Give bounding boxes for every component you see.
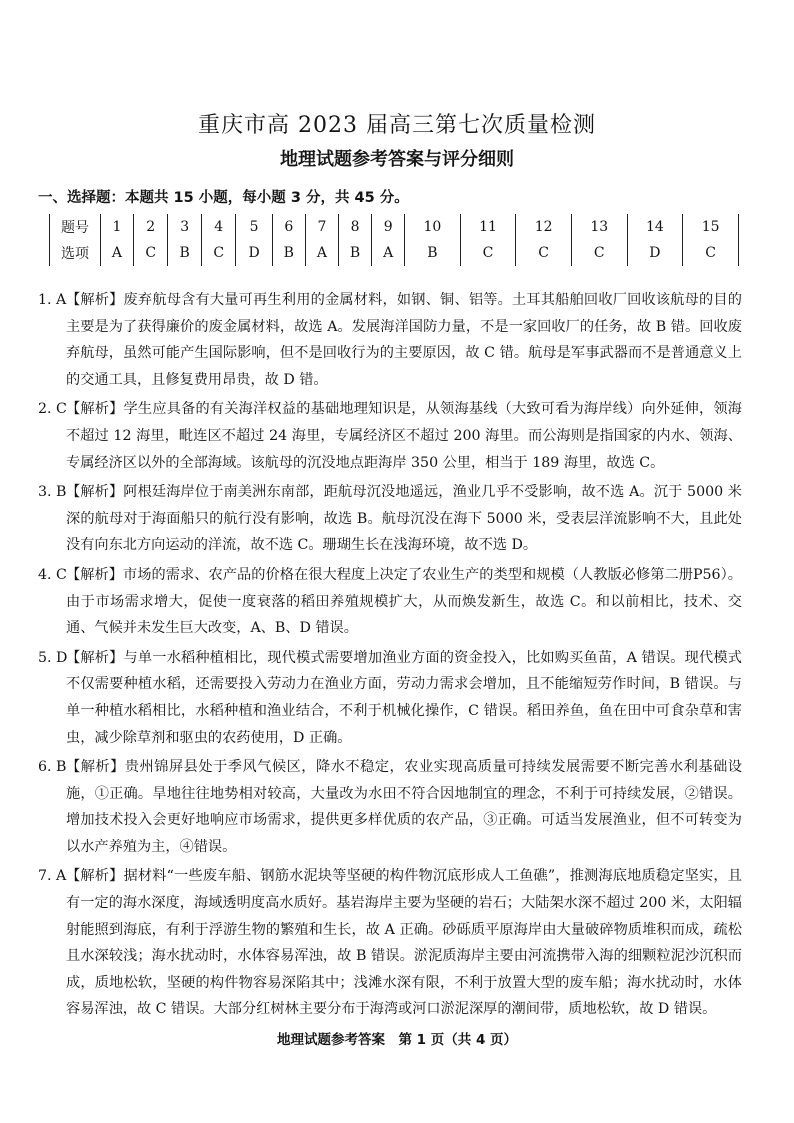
question-number-cell: 13 bbox=[571, 214, 627, 240]
item-number: 3. B bbox=[38, 484, 67, 501]
question-number-cell: 8 bbox=[338, 214, 371, 240]
question-number-cell: 15 bbox=[683, 214, 739, 240]
page-footer: 地理试题参考答案 第 1 页（共 4 页） bbox=[276, 1032, 518, 1048]
item-text: 【解析】阿根廷海岸位于南美洲东南部，距航母沉没地遥远，渔业几乎不受影响，故不选 A。沉于 5000 米深的航母对于海面船只的航行没有影响，故选 B。航母沉没在海下 5000 米，受表层洋流影响不大，且此处没有向东北方向运动的洋流，故不选 C。珊瑚生长在浅海环境，故不选 D。 bbox=[66, 484, 742, 554]
question-number-cell: 2 bbox=[133, 214, 168, 240]
document-title: 重庆市高 2023 届高三第七次质量检测 bbox=[198, 113, 596, 138]
answer-option-cell: D bbox=[236, 240, 272, 266]
item-text: 【解析】废弃航母含有大量可再生利用的金属材料，如钢、铜、铝等。土耳其船舶回收厂回收该航母的目的主要是为了获得廉价的废金属材料，故选 A。发展海洋国防力量，不是一家回收厂的任务，故 B 错。回收废弃航母，虽然可能产生国际影响，但不是回收行为的主要原因，故 C 错。航母是军事武器而不是普通意义上的交通工具，且修复费用昂贵，故 D 错。 bbox=[66, 292, 742, 388]
answer-option-cell: C bbox=[460, 240, 516, 266]
question-number-cell: 4 bbox=[201, 214, 236, 240]
answer-option-cell: C bbox=[201, 240, 236, 266]
answer-option-cell: A bbox=[306, 240, 339, 266]
answer-option-cell: B bbox=[338, 240, 371, 266]
question-number-cell: 3 bbox=[168, 214, 201, 240]
item-number: 2. C bbox=[38, 401, 67, 418]
explanation-item bbox=[38, 396, 742, 476]
document-subtitle: 地理试题参考答案与评分细则 bbox=[280, 149, 514, 170]
explanation-item bbox=[38, 863, 742, 1023]
question-number-cell: 1 bbox=[101, 214, 134, 240]
explanation-item bbox=[38, 479, 742, 559]
question-number-cell: 7 bbox=[306, 214, 339, 240]
section-heading: 一、选择题：本题共 15 小题，每小题 3 分，共 45 分。 bbox=[38, 190, 409, 206]
answer-table bbox=[49, 214, 739, 266]
item-text: 【解析】贵州锦屏县处于季风气候区，降水不稳定，农业实现高质量可持续发展需要不断完善水利基础设施，①正确。旱地往往地势相对较高，大量改为水田不符合因地制宜的理念，不利于可持续发展，②错误。增加技术投入会更好地响应市场需求，提供更多样优质的农产品，③正确。可适当发展渔业，但不可转变为以水产养殖为主，④错误。 bbox=[66, 759, 742, 855]
explanation-item bbox=[38, 287, 742, 393]
item-text: 【解析】与单一水稻种植相比，现代模式需要增加渔业方面的资金投入，比如购买鱼苗，A 错误。现代模式不仅需要种植水稻，还需要投入劳动力在渔业方面，劳动力需求会增加，且不能缩短劳作时间，B 错误。与单一种植水稻相比，水稻种植和渔业结合，不利于机械化操作，C 错误。稻田养鱼，鱼在田中可食杂草和害虫，减少除草剂和驱虫的农药使用，D 正确。 bbox=[66, 649, 742, 746]
question-number-cell: 11 bbox=[460, 214, 516, 240]
item-text: 【解析】学生应具备的有关海洋权益的基础地理知识是，从领海基线（大致可看为海岸线）向外延伸，领海不超过 12 海里，毗连区不超过 24 海里，专属经济区不超过 200 海里。而公海则是指国家的内水、领海、专属经济区以外的全部海域。该航母的沉没地点距海岸 350 公里，相当于 189 海里，故选 C。 bbox=[66, 401, 742, 471]
item-number: 5. D bbox=[38, 649, 68, 666]
question-number-cell: 9 bbox=[372, 214, 405, 240]
answer-option-cell: A bbox=[372, 240, 405, 266]
item-text: 【解析】市场的需求、农产品的价格在很大程度上决定了农业生产的类型和规模（人教版必修第二册P56）。由于市场需求增大，促使一度衰落的稻田养殖规模扩大，从而焕发新生，故选 C。和以前相比，技术、交通、气候并未发生巨大改变，A、B、D 错误。 bbox=[66, 566, 742, 637]
answer-option-cell: A bbox=[101, 240, 134, 266]
explanation-item bbox=[38, 754, 742, 860]
item-number: 6. B bbox=[38, 759, 67, 776]
item-number: 4. C bbox=[38, 566, 67, 583]
answer-option-cell: D bbox=[627, 240, 683, 266]
answer-option-cell: B bbox=[405, 240, 461, 266]
explanation-item bbox=[38, 645, 742, 751]
answer-table-number-row bbox=[50, 214, 739, 240]
answer-option-cell: B bbox=[168, 240, 201, 266]
item-number: 1. A bbox=[38, 292, 67, 308]
answer-option-cell: C bbox=[571, 240, 627, 266]
answer-option-cell: C bbox=[516, 240, 572, 266]
item-text: 【解析】据材料“一些废车船、钢筋水泥块等坚硬的构件物沉底形成人工鱼礁”，推测海底地质稳定坚实，且有一定的海水深度，海域透明度高水质好。基岩海岸主要为坚硬的岩石；大陆架水深不超过 200 米，太阳辐射能照到海底，有利于浮游生物的繁殖和生长，故 A 正确。砂砾质平原海岸由大量破碎物质堆积而成，疏松且水深较浅；海水扰动时，水体容易浑浊，故 B 错误。淤泥质海岸主要由河流携带入海的细颗粒泥沙沉积而成，质地松软，坚硬的构件物容易深陷其中；浅滩水深有限，不利于放置大型的废车船；海水扰动时，水体容易浑浊，故 C 错误。大部分红树林主要分布于海湾或河口淤泥深厚的潮间带，质地松软，故 D 错误。 bbox=[66, 868, 742, 1018]
answer-table-option-row bbox=[50, 240, 739, 266]
answer-option-cell: C bbox=[683, 240, 739, 266]
explanation-item bbox=[38, 562, 742, 642]
question-number-cell: 14 bbox=[627, 214, 683, 240]
table-row-header: 题号 bbox=[50, 214, 101, 240]
question-number-cell: 12 bbox=[516, 214, 572, 240]
question-number-cell: 10 bbox=[405, 214, 461, 240]
table-row-header: 选项 bbox=[50, 240, 101, 266]
answer-option-cell: B bbox=[272, 240, 305, 266]
item-number: 7. A bbox=[38, 868, 67, 885]
question-number-cell: 6 bbox=[272, 214, 305, 240]
explanation-list bbox=[38, 287, 742, 1026]
answer-option-cell: C bbox=[133, 240, 168, 266]
question-number-cell: 5 bbox=[236, 214, 272, 240]
